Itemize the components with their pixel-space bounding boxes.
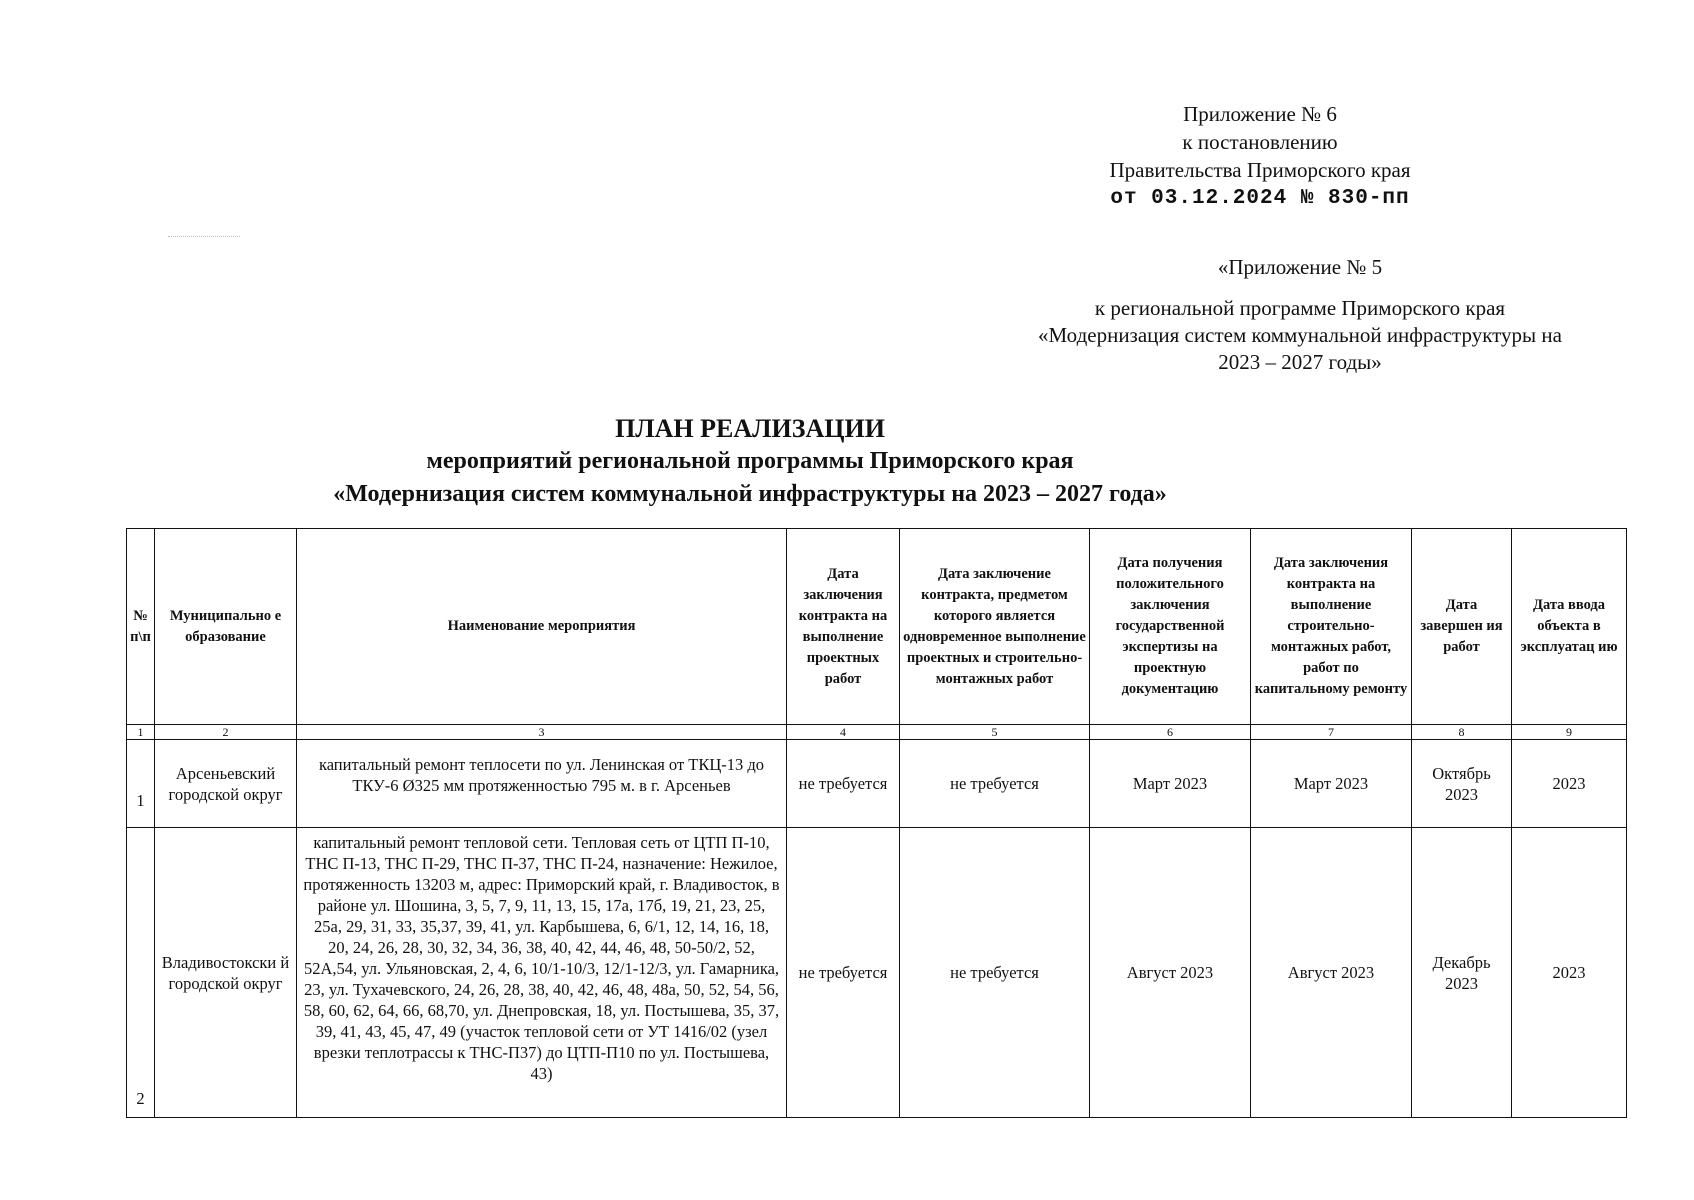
row-municipality: Владивостокски й городской округ <box>155 828 297 1118</box>
table-row <box>127 740 1627 828</box>
column-number: 4 <box>787 725 900 740</box>
row-commissioning: 2023 <box>1512 740 1627 828</box>
decree-number: от 03.12.2024 № 830-пп <box>1110 187 1410 210</box>
header-construction-contract: Дата заключения контракта на выполнение строительно-монтажных работ, работ по капитальному ремонту <box>1251 529 1412 725</box>
row-construction-contract: Август 2023 <box>1251 828 1412 1118</box>
row-expertise: Август 2023 <box>1090 828 1251 1118</box>
scan-artifact <box>168 236 240 238</box>
table-header-row <box>127 529 1627 725</box>
row-completion: Октябрь 2023 <box>1412 740 1512 828</box>
document-subtitle-1: мероприятий региональной программы Приморского края <box>426 448 1074 474</box>
row-design-contract: не требуется <box>787 828 900 1118</box>
header-event: Наименование мероприятия <box>297 529 787 725</box>
header-commissioning: Дата ввода объекта в эксплуатац ию <box>1512 529 1627 725</box>
column-number: 3 <box>297 725 787 740</box>
program-appendix-line-2: «Модернизация систем коммунальной инфраструктуры на <box>1038 323 1562 347</box>
table-row <box>127 828 1627 1118</box>
column-number: 6 <box>1090 725 1251 740</box>
row-municipality: Арсеньевский городской округ <box>155 740 297 828</box>
appendix-line-2: к постановлению <box>1182 130 1338 154</box>
header-municipality: Муниципально е образование <box>155 529 297 725</box>
row-combined-contract: не требуется <box>900 828 1090 1118</box>
program-appendix-line-1: к региональной программе Приморского края <box>1094 296 1506 320</box>
document-subtitle-2: «Модернизация систем коммунальной инфраструктуры на 2023 – 2027 года» <box>333 481 1167 507</box>
document-title: ПЛАН РЕАЛИЗАЦИИ <box>615 414 885 443</box>
column-number: 5 <box>900 725 1090 740</box>
document-heading <box>200 413 1300 511</box>
appendix-block <box>1040 100 1480 213</box>
row-construction-contract: Март 2023 <box>1251 740 1412 828</box>
row-number: 2 <box>127 828 155 1118</box>
appendix-line-1: Приложение № 6 <box>1183 102 1337 126</box>
row-design-contract: не требуется <box>787 740 900 828</box>
header-num: № п\п <box>127 529 155 725</box>
column-number: 8 <box>1412 725 1512 740</box>
row-number: 1 <box>127 740 155 828</box>
column-number: 1 <box>127 725 155 740</box>
row-combined-contract: не требуется <box>900 740 1090 828</box>
row-event: капитальный ремонт теплосети по ул. Ленинская от ТКЦ-13 до ТКУ-6 Ø325 мм протяженностью 795 м. в г. Арсеньев <box>297 740 787 828</box>
column-number: 7 <box>1251 725 1412 740</box>
header-design-contract: Дата заключения контракта на выполнение проектных работ <box>787 529 900 725</box>
program-appendix-title: «Приложение № 5 <box>1217 255 1383 279</box>
row-completion: Декабрь 2023 <box>1412 828 1512 1118</box>
row-expertise: Март 2023 <box>1090 740 1251 828</box>
program-appendix-block <box>960 254 1640 376</box>
header-expertise: Дата получения положительного заключения государственной экспертизы на проектную документацию <box>1090 529 1251 725</box>
implementation-plan-table <box>126 528 1627 1118</box>
header-combined-contract: Дата заключение контракта, предметом которого является одновременное выполнение проектных и строительно-монтажных работ <box>900 529 1090 725</box>
column-number: 2 <box>155 725 297 740</box>
row-commissioning: 2023 <box>1512 828 1627 1118</box>
header-completion: Дата завершен ия работ <box>1412 529 1512 725</box>
column-number: 9 <box>1512 725 1627 740</box>
appendix-line-3: Правительства Приморского края <box>1109 158 1411 182</box>
row-event: капитальный ремонт тепловой сети. Тепловая сеть от ЦТП П-10, ТНС П-13, ТНС П-29, ТНС П-37, ТНС П-24, назначение: Нежилое, протяженность 13203 м, адрес: Приморский край, г. Владивосток, в районе ул. Шошина, 3, 5, 7, 9, 11, 13, 15, 17а, 17б, 19, 21, 23, 25, 25а, 29, 31, 33, 35,37, 39, 41, ул. Карбышева, 6, 6/1, 12, 14, 16, 18, 20, 24, 26, 28, 30, 32, 34, 36, 38, 40, 42, 44, 46, 48, 50-50/2, 52, 52А,54, ул. Ульяновская, 2, 4, 6, 10/1-10/3, 12/1-12/3, ул. Гамарника, 23, ул. Тухачевского, 24, 26, 28, 38, 40, 42, 46, 48, 48а, 50, 52, 54, 56, 58, 60, 62, 64, 66, 68,70, ул. Днепровская, 18, ул. Постышева, 35, 37, 39, 41, 43, 45, 47, 49 (участок тепловой сети от УТ 1416/02 (узел врезки теплотрассы к ТНС-П37) до ЦТП-П10 по ул. Постышева, 43) <box>297 828 787 1118</box>
column-number-row <box>127 725 1627 740</box>
program-appendix-line-3: 2023 – 2027 годы» <box>1218 350 1382 374</box>
